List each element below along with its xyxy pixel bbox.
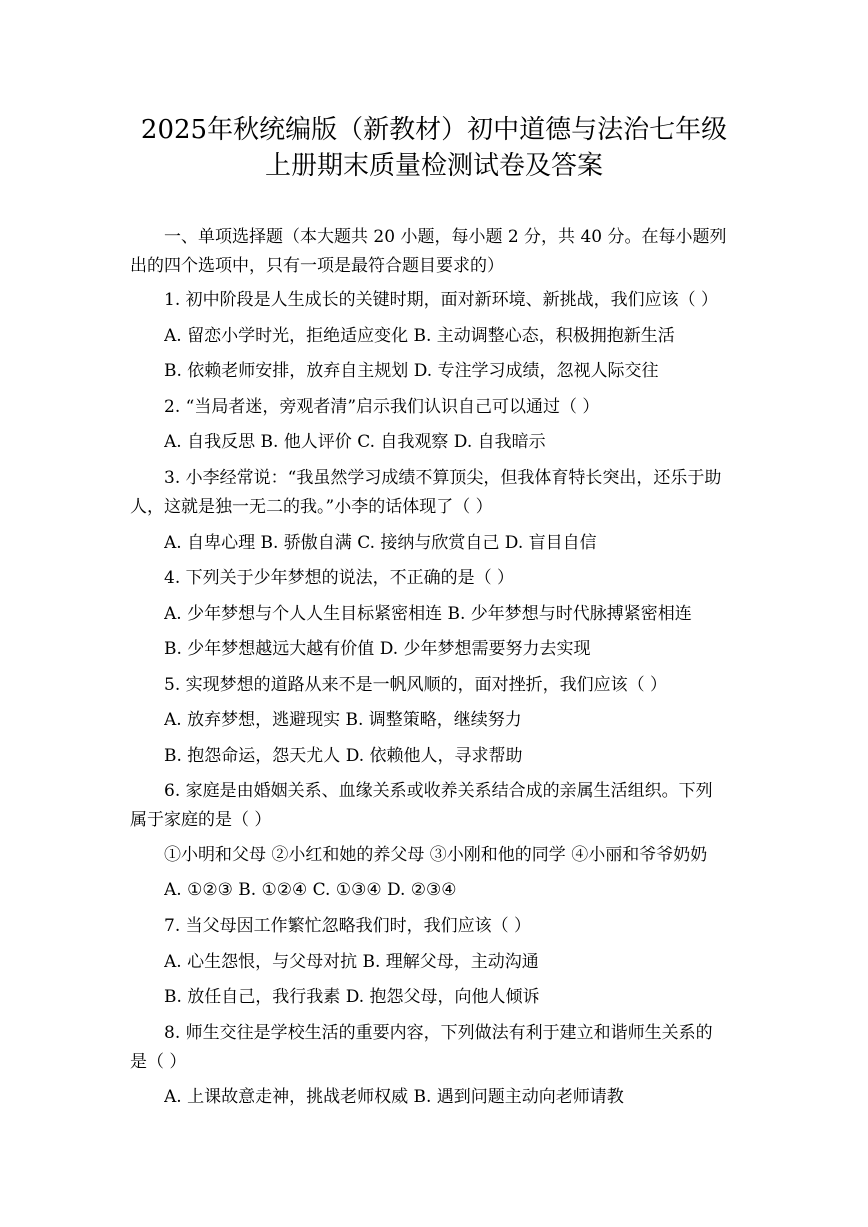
question-7-options-ab: A. 心生怨恨，与父母对抗 B. 理解父母，主动沟通 — [164, 952, 539, 972]
question-8-line-2: 是（ ） — [130, 1052, 187, 1072]
question-3-line-2: 人，这就是独一无二的我。”小李的话体现了（ ） — [130, 497, 493, 517]
question-1: 1. 初中阶段是人生成长的关键时期，面对新环境、新挑战，我们应该（ ） — [164, 290, 719, 310]
question-3-options: A. 自卑心理 B. 骄傲自满 C. 接纳与欣赏自己 D. 盲目自信 — [164, 533, 597, 553]
question-3-line-1: 3. 小李经常说：“我虽然学习成绩不算顶尖，但我体育特长突出，还乐于助 — [164, 468, 722, 488]
document-title-line-2: 上册期末质量检测试卷及答案 — [264, 151, 603, 181]
question-6-items: ①小明和父母 ②小红和她的养父母 ③小刚和他的同学 ④小丽和爷爷奶奶 — [164, 845, 708, 865]
section-intro-line-2: 出的四个选项中，只有一项是最符合题目要求的） — [130, 256, 504, 276]
question-1-options-ab: A. 留恋小学时光，拒绝适应变化 B. 主动调整心态，积极拥抱新生活 — [164, 326, 675, 346]
question-7: 7. 当父母因工作繁忙忽略我们时，我们应该（ ） — [164, 916, 532, 936]
question-4: 4. 下列关于少年梦想的说法，不正确的是（ ） — [164, 568, 515, 588]
question-8-options-ab: A. 上课故意走神，挑战老师权威 B. 遇到问题主动向老师请教 — [164, 1087, 624, 1107]
question-6-options: A. ①②③ B. ①②④ C. ①③④ D. ②③④ — [164, 880, 457, 900]
question-6-line-1: 6. 家庭是由婚姻关系、血缘关系或收养关系结合成的亲属生活组织。下列 — [164, 781, 713, 801]
question-2: 2. “当局者迷，旁观者清”启示我们认识自己可以通过（ ） — [164, 397, 600, 417]
section-intro-line-1: 一、单项选择题（本大题共 20 小题，每小题 2 分，共 40 分。在每小题列 — [164, 227, 727, 247]
question-4-options-ab: A. 少年梦想与个人人生目标紧密相连 B. 少年梦想与时代脉搏紧密相连 — [164, 604, 692, 624]
question-8-line-1: 8. 师生交往是学校生活的重要内容，下列做法有利于建立和谐师生关系的 — [164, 1023, 713, 1043]
question-5-options-ab: A. 放弃梦想，逃避现实 B. 调整策略，继续努力 — [164, 710, 522, 730]
question-5: 5. 实现梦想的道路从来不是一帆风顺的，面对挫折，我们应该（ ） — [164, 675, 668, 695]
document-title-line-1: 2025年秋统编版（新教材）初中道德与法治七年级 — [140, 115, 728, 145]
question-4-options-cd: B. 少年梦想越远大越有价值 D. 少年梦想需要努力去实现 — [164, 639, 591, 659]
question-5-options-cd: B. 抱怨命运，怨天尤人 D. 依赖他人，寻求帮助 — [164, 746, 523, 766]
question-2-options: A. 自我反思 B. 他人评价 C. 自我观察 D. 自我暗示 — [164, 432, 546, 452]
question-6-line-2: 属于家庭的是（ ） — [130, 810, 272, 830]
question-1-options-cd: B. 依赖老师安排，放弃自主规划 D. 专注学习成绩，忽视人际交往 — [164, 361, 659, 381]
question-7-options-cd: B. 放任自己，我行我素 D. 抱怨父母，向他人倾诉 — [164, 987, 540, 1007]
